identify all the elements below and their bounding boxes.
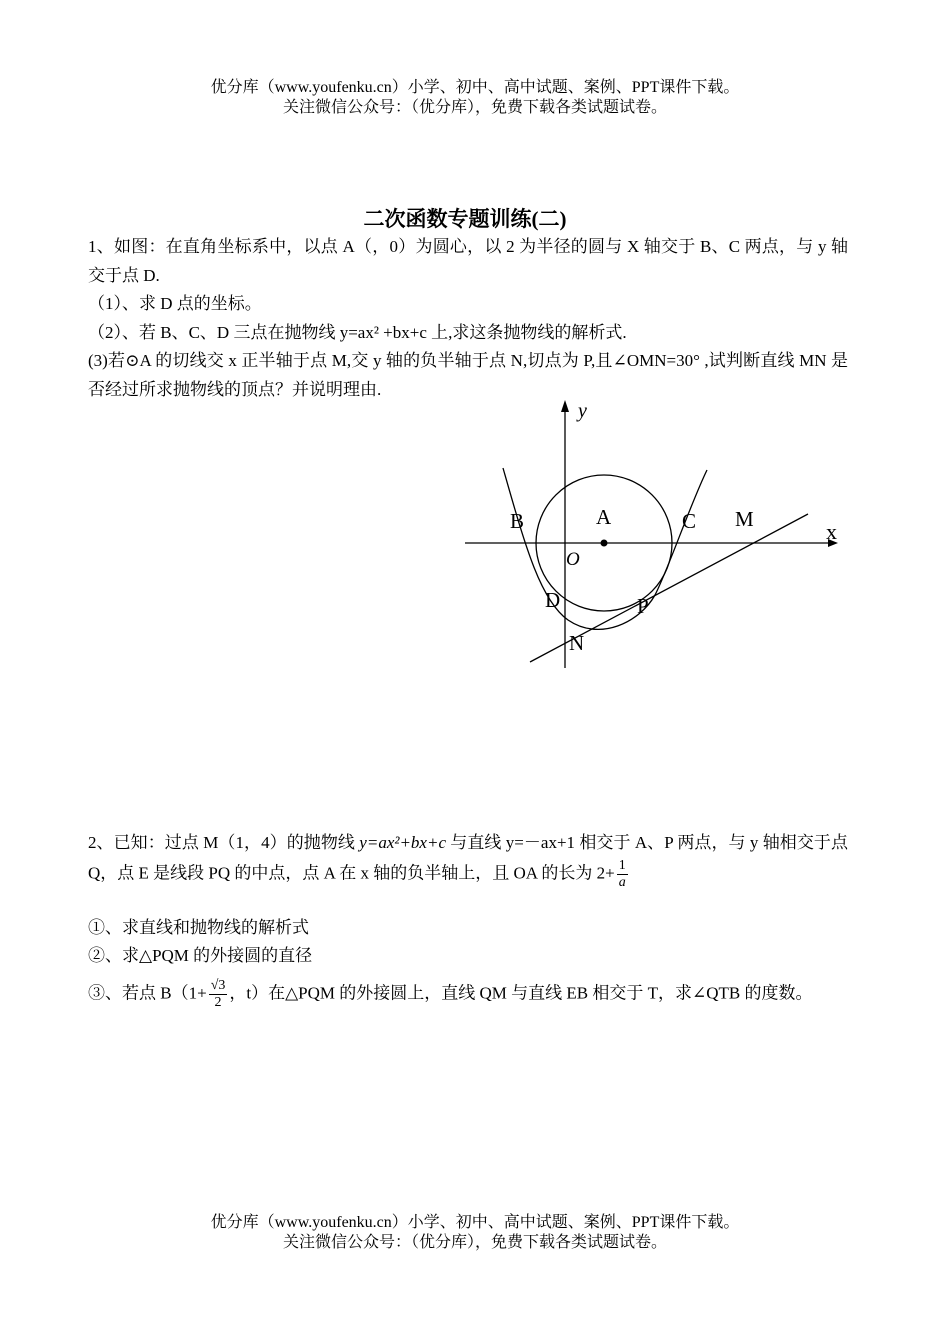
- q2-item3-b: ，t）在△PQM 的外接圆上，直线 QM 与直线 EB 相交于 T，求∠QTB 的度数。: [229, 983, 813, 1003]
- page-title: 二次函数专题训练(二): [363, 207, 567, 231]
- q2-stem-eq: y=ax²+bx+c: [359, 833, 446, 852]
- page-footer: [0, 1213, 950, 1253]
- q1-stem: 1、如图：在直角坐标系中，以点 A（，0）为圆心，以 2 为半径的圆与 X 轴交于 B、C 两点，与 y 轴交于点 D.: [88, 237, 848, 285]
- point-a-dot: [601, 540, 608, 547]
- q1-part1: （1）、求 D 点的坐标。: [88, 294, 262, 313]
- q2-frac-num: 1: [618, 858, 626, 873]
- q2-frac-den: a: [618, 875, 626, 890]
- q1-part2: （2）、若 B、C、D 三点在抛物线 y=ax² +bx+c 上,求这条抛物线的解析式.: [88, 323, 627, 342]
- header-line-1: 优分库（www.youfenku.cn）小学、初中、高中试题、案例、PPT课件下载。: [210, 79, 740, 96]
- q1-part3: (3)若⊙A 的切线交 x 正半轴于点 M,交 y 轴的负半轴于点 N,切点为 P,且∠OMN=30° ,试判断直线 MN 是否经过所求抛物线的顶点？并说明理由.: [88, 351, 848, 399]
- q2-stem-b: 与直线 y=－ax+1 相交于 A、P 两点，与 y 轴相交于点 Q，点 E 是线段 PQ 的中点，点 A 在 x 轴的负半轴上，且 OA 的长为 2+: [88, 833, 848, 883]
- q2-item2: ②、求△PQM 的外接圆的直径: [88, 946, 313, 965]
- q2-item3-frac-den: 2: [214, 995, 222, 1010]
- label-p: P: [637, 594, 649, 618]
- q1-figure: [460, 398, 860, 673]
- q2-item3-a: ③、若点 B（1+: [88, 983, 207, 1003]
- label-b: B: [510, 509, 525, 533]
- page-header: [0, 78, 950, 118]
- q2-fraction: [617, 858, 628, 891]
- label-d: D: [545, 588, 561, 612]
- footer-line-1: 优分库（www.youfenku.cn）小学、初中、高中试题、案例、PPT课件下载。: [210, 1214, 740, 1231]
- label-x: x: [826, 519, 837, 544]
- q2-item3: [88, 978, 848, 1011]
- q2-stem: [88, 828, 848, 891]
- q2-item3-fraction: [209, 978, 228, 1011]
- q2-item1: ①、求直线和抛物线的解析式: [88, 918, 309, 937]
- q2-stem-a: 2、已知：过点 M（1，4）的抛物线: [88, 833, 360, 852]
- q2-item3-frac-num: √3: [210, 978, 226, 993]
- label-c: C: [682, 509, 697, 533]
- label-y: y: [578, 400, 587, 422]
- label-a: A: [596, 505, 612, 529]
- y-axis-arrow: [561, 400, 569, 412]
- label-o: O: [566, 549, 580, 570]
- label-n: N: [569, 631, 585, 655]
- header-line-2: 关注微信公众号：（优分库），免费下载各类试题试卷。: [282, 99, 667, 116]
- footer-line-2: 关注微信公众号：（优分库），免费下载各类试题试卷。: [282, 1234, 667, 1251]
- label-m: M: [735, 507, 754, 531]
- parabola: [503, 468, 707, 629]
